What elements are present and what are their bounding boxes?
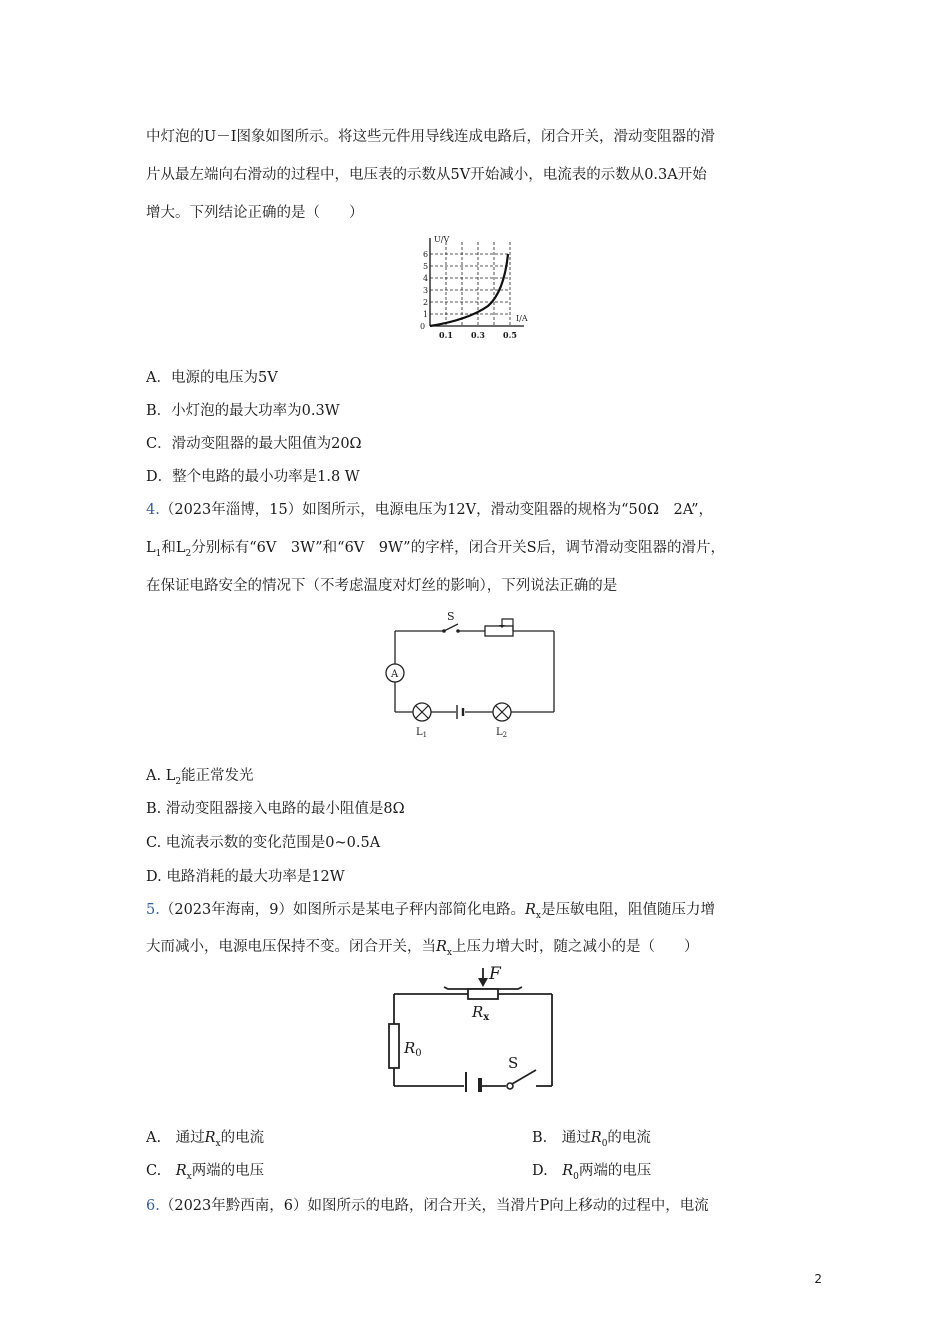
y-tick: 6: [423, 250, 429, 259]
y-axis-label: U/V: [434, 235, 450, 244]
q5-circuit-diagram: [386, 964, 558, 1092]
q4-circuit-diagram: [382, 605, 562, 743]
q4-option-c: C. 电流表示数的变化范围是0~0.5A: [146, 835, 381, 851]
q6-line-1: 6.（2023年黔西南，6）如图所示的电路，闭合开关，当滑片P向上移动的过程中，电流: [146, 1198, 709, 1214]
y-tick: 5: [423, 262, 429, 271]
switch-s: [442, 610, 460, 633]
q3-line-1: 中灯泡的U－I图象如图所示。将这些元件用导线连成电路后，闭合开关，滑动变阻器的滑: [146, 129, 715, 145]
q5-line-2: 大而减小，电源电压保持不变。闭合开关，当$R_x$上压力增大时，随之减小的是（ ）: [146, 939, 699, 958]
q5-option-d: D. $R_0$两端的电压: [532, 1163, 652, 1182]
q3-option-b: B．小灯泡的最大功率为0.3W: [146, 403, 340, 419]
q5-option-a: A. 通过$R_x$的电流: [146, 1130, 265, 1149]
svg-text:L2: $L_2$: [496, 727, 508, 739]
svg-text:A: A: [391, 669, 399, 680]
q3-line-3: 增大。下列结论正确的是（ ）: [146, 205, 364, 221]
lamp-l2: [493, 703, 511, 739]
x-tick: 0.3: [471, 330, 485, 340]
y-tick: 3: [423, 286, 429, 295]
ui-graph-figure: [418, 232, 536, 344]
x-axis-label: I/A: [516, 314, 528, 323]
q4-option-a: A. $L_2$能正常发光: [146, 768, 254, 787]
svg-text:R0: $R_0$: [404, 1039, 422, 1059]
lamp-l1: [413, 703, 431, 739]
q4-line-2: $L_1$和$L_2$分别标有“6V 3W”和“6V 9W”的字样，闭合开关S后，调节滑动变阻器的滑片，: [146, 540, 726, 559]
q4-option-d: D. 电路消耗的最大功率是12W: [146, 869, 345, 885]
q5-option-c: C. $R_x$两端的电压: [146, 1163, 265, 1182]
y-tick: 1: [423, 310, 429, 319]
resistor-r0: [389, 1024, 422, 1068]
q4-option-b: B. 滑动变阻器接入电路的最小阻值是8Ω: [146, 801, 405, 817]
q5-number: 5.: [146, 902, 160, 918]
svg-text:S: S: [508, 1054, 519, 1072]
battery: [457, 705, 463, 719]
q6-number: 6.: [146, 1198, 160, 1214]
x-tick: 0.1: [439, 330, 453, 340]
q3-option-c: C．滑动变阻器的最大阻值为20Ω: [146, 436, 362, 452]
svg-text:F: F: [489, 964, 501, 984]
rheostat: [485, 619, 513, 636]
svg-text:L1: $L_1$: [416, 727, 428, 739]
q4-line-3: 在保证电路安全的情况下（不考虑温度对灯丝的影响），下列说法正确的是: [146, 578, 618, 594]
x-tick: 0.5: [503, 330, 517, 340]
q3-option-a: A．电源的电压为5V: [146, 370, 278, 386]
q3-option-d: D．整个电路的最小功率是1.8 W: [146, 469, 360, 485]
q3-line-2: 片从最左端向右滑动的过程中，电压表的示数从5V开始减小，电流表的示数从0.3A开始: [146, 167, 707, 183]
q5-line-1: 5.（2023年海南，9）如图所示是某电子秤内部简化电路。$R_x$是压敏电阻，阻值随压力增: [146, 902, 715, 921]
y-tick: 4: [423, 274, 429, 283]
q4-number: 4.: [146, 502, 160, 518]
y-tick: 2: [423, 298, 429, 307]
battery: [466, 1072, 480, 1092]
svg-text:Rx: $R_x$: [472, 1003, 490, 1023]
page-number: 2: [814, 1272, 822, 1286]
resistor-rx: [468, 989, 498, 1023]
switch-s: [507, 1054, 536, 1089]
pressure-plate: [444, 964, 522, 989]
ammeter: [386, 664, 404, 682]
q4-line-1: 4.（2023年淄博，15）如图所示，电源电压为12V，滑动变阻器的规格为“50Ω 2A”，: [146, 502, 713, 518]
q5-option-b: B. 通过$R_0$的电流: [532, 1130, 651, 1149]
svg-text:S: S: [447, 610, 455, 623]
y-tick: 0: [420, 322, 426, 331]
